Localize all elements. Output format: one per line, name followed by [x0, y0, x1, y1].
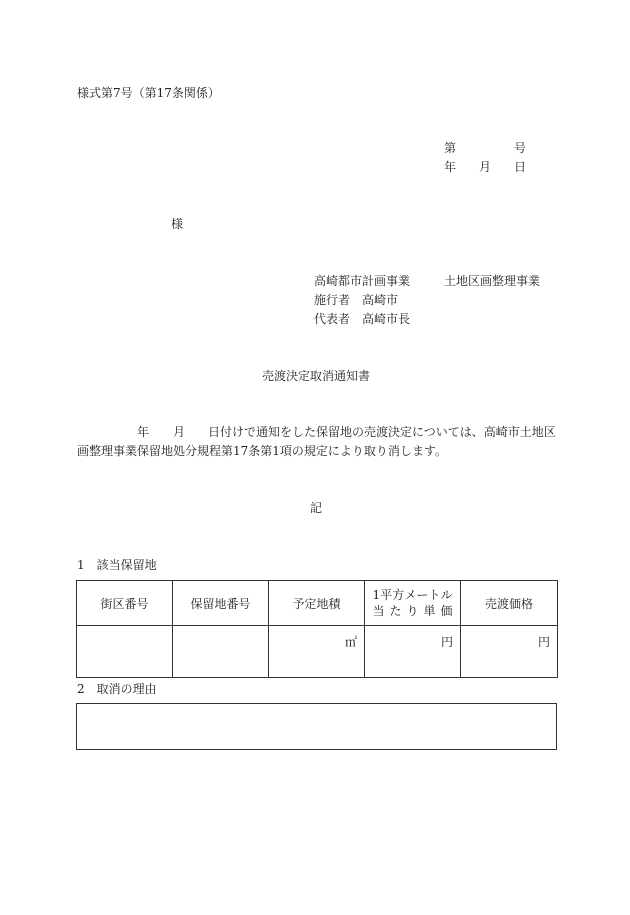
- table-row: [77, 626, 558, 678]
- reserved-land-table: [76, 580, 558, 678]
- reason-box[interactable]: [76, 703, 557, 750]
- body-month: 月: [173, 425, 186, 439]
- body-year: 年: [137, 425, 150, 439]
- cell-planned-area[interactable]: [269, 626, 365, 678]
- ki-label: 記: [310, 501, 323, 515]
- col-block-number: 街区番号: [77, 581, 173, 626]
- body-line-1: 日付けで通知をした保留地の売渡決定については、高崎市土地区: [208, 425, 556, 439]
- issuer-project: 高崎都市計画事業: [314, 274, 411, 288]
- addressee-suffix: 様: [171, 217, 184, 231]
- cell-land-number[interactable]: [173, 626, 269, 678]
- area-unit: ㎡: [344, 635, 357, 649]
- col-sale-price: 売渡価格: [461, 581, 558, 626]
- date-day: 日: [514, 160, 527, 174]
- table-header-row: [77, 581, 558, 626]
- cell-unit-price[interactable]: [365, 626, 461, 678]
- issuer-executor: 施行者 高崎市: [314, 293, 399, 307]
- form-label: 様式第7号（第17条関係）: [77, 86, 220, 100]
- unit-price-label: 1平方メートル当たり単価: [372, 588, 453, 618]
- body-line-2: 画整理事業保留地処分規程第17条第1項の規定により取り消します。: [77, 444, 447, 458]
- date-year: 年: [444, 160, 457, 174]
- section-2-heading: 2 取消の理由: [77, 682, 157, 696]
- price-unit: 円: [537, 635, 550, 649]
- issuer-representative: 代表者 高崎市長: [314, 312, 411, 326]
- col-planned-area: 予定地積: [269, 581, 365, 626]
- col-land-number: 保留地番号: [173, 581, 269, 626]
- col-unit-price: [365, 581, 461, 626]
- cell-block-number[interactable]: [77, 626, 173, 678]
- number-suffix: 号: [514, 141, 527, 155]
- issuer-project-type: 土地区画整理事業: [444, 274, 541, 288]
- date-month: 月: [479, 160, 492, 174]
- unit-price-unit: 円: [440, 635, 453, 649]
- section-1-heading: 1 該当保留地: [77, 558, 157, 572]
- number-prefix: 第: [444, 141, 457, 155]
- cell-sale-price[interactable]: [461, 626, 558, 678]
- document-title: 売渡決定取消通知書: [262, 369, 371, 383]
